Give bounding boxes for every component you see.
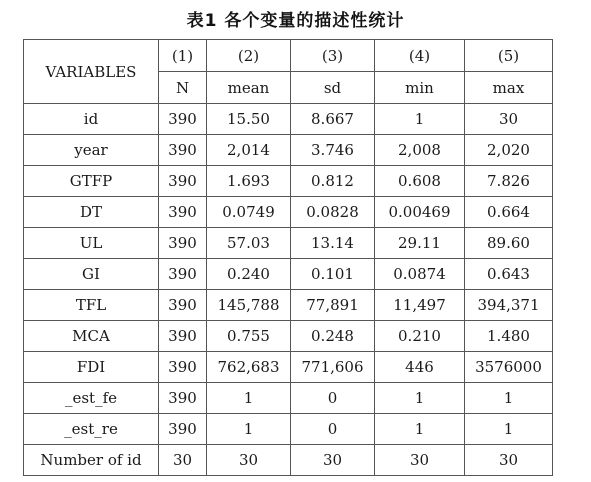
header-row-numbers: [24, 40, 553, 72]
value-cell: 390: [159, 228, 207, 259]
column-stat-max: max: [465, 72, 553, 104]
value-cell: 1: [207, 383, 291, 414]
value-cell: 762,683: [207, 352, 291, 383]
value-cell: 1: [375, 104, 465, 135]
table-row: [24, 259, 553, 290]
value-cell: 30: [465, 104, 553, 135]
value-cell: 0.755: [207, 321, 291, 352]
value-cell: 390: [159, 352, 207, 383]
table-row: [24, 135, 553, 166]
value-cell: 390: [159, 414, 207, 445]
value-cell: 145,788: [207, 290, 291, 321]
variable-name-cell: _est_re: [24, 414, 159, 445]
value-cell: 1: [207, 414, 291, 445]
column-number-5: (5): [465, 40, 553, 72]
column-stat-min: min: [375, 72, 465, 104]
column-number-1: (1): [159, 40, 207, 72]
value-cell: 0.664: [465, 197, 553, 228]
value-cell: 0.210: [375, 321, 465, 352]
column-stat-sd: sd: [291, 72, 375, 104]
value-cell: 8.667: [291, 104, 375, 135]
value-cell: 30: [465, 445, 553, 476]
value-cell: 0.643: [465, 259, 553, 290]
column-number-4: (4): [375, 40, 465, 72]
value-cell: 1: [375, 414, 465, 445]
value-cell: 0.240: [207, 259, 291, 290]
value-cell: 29.11: [375, 228, 465, 259]
value-cell: 2,008: [375, 135, 465, 166]
variable-name-cell: id: [24, 104, 159, 135]
value-cell: 390: [159, 104, 207, 135]
table-row: [24, 414, 553, 445]
value-cell: 0.0874: [375, 259, 465, 290]
variable-name-cell: FDI: [24, 352, 159, 383]
value-cell: 1.480: [465, 321, 553, 352]
value-cell: 77,891: [291, 290, 375, 321]
descriptive-statistics-table: [23, 39, 553, 476]
value-cell: 771,606: [291, 352, 375, 383]
value-cell: 390: [159, 259, 207, 290]
value-cell: 0: [291, 383, 375, 414]
value-cell: 3.746: [291, 135, 375, 166]
value-cell: 30: [375, 445, 465, 476]
value-cell: 13.14: [291, 228, 375, 259]
value-cell: 11,497: [375, 290, 465, 321]
table-row: [24, 352, 553, 383]
value-cell: 390: [159, 290, 207, 321]
value-cell: 1: [375, 383, 465, 414]
variable-name-cell: TFL: [24, 290, 159, 321]
column-number-2: (2): [207, 40, 291, 72]
variable-name-cell: year: [24, 135, 159, 166]
value-cell: 1: [465, 383, 553, 414]
variable-name-cell: GI: [24, 259, 159, 290]
variable-name-cell: MCA: [24, 321, 159, 352]
value-cell: 0.812: [291, 166, 375, 197]
value-cell: 390: [159, 135, 207, 166]
value-cell: 0.0828: [291, 197, 375, 228]
value-cell: 30: [159, 445, 207, 476]
table-title: 表1 各个变量的描述性统计: [186, 11, 405, 31]
table-row: [24, 104, 553, 135]
table-row: [24, 290, 553, 321]
value-cell: 0.608: [375, 166, 465, 197]
value-cell: 0.0749: [207, 197, 291, 228]
value-cell: 394,371: [465, 290, 553, 321]
value-cell: 89.60: [465, 228, 553, 259]
value-cell: 2,020: [465, 135, 553, 166]
value-cell: 446: [375, 352, 465, 383]
value-cell: 30: [207, 445, 291, 476]
variable-name-cell: UL: [24, 228, 159, 259]
variable-name-cell: _est_fe: [24, 383, 159, 414]
value-cell: 30: [291, 445, 375, 476]
value-cell: 0: [291, 414, 375, 445]
table-row: [24, 321, 553, 352]
column-stat-mean: mean: [207, 72, 291, 104]
table-row: [24, 383, 553, 414]
table-row: [24, 197, 553, 228]
table-row: [24, 445, 553, 476]
value-cell: 1.693: [207, 166, 291, 197]
value-cell: 15.50: [207, 104, 291, 135]
table-row: [24, 166, 553, 197]
value-cell: 57.03: [207, 228, 291, 259]
variable-name-cell: GTFP: [24, 166, 159, 197]
value-cell: 0.248: [291, 321, 375, 352]
variable-name-cell: DT: [24, 197, 159, 228]
table-row: [24, 228, 553, 259]
value-cell: 390: [159, 197, 207, 228]
value-cell: 2,014: [207, 135, 291, 166]
column-number-3: (3): [291, 40, 375, 72]
value-cell: 7.826: [465, 166, 553, 197]
value-cell: 390: [159, 383, 207, 414]
value-cell: 3576000: [465, 352, 553, 383]
variables-header: VARIABLES: [24, 40, 159, 104]
value-cell: 1: [465, 414, 553, 445]
column-stat-n: N: [159, 72, 207, 104]
value-cell: 0.00469: [375, 197, 465, 228]
value-cell: 390: [159, 321, 207, 352]
value-cell: 390: [159, 166, 207, 197]
variable-name-cell: Number of id: [24, 445, 159, 476]
value-cell: 0.101: [291, 259, 375, 290]
